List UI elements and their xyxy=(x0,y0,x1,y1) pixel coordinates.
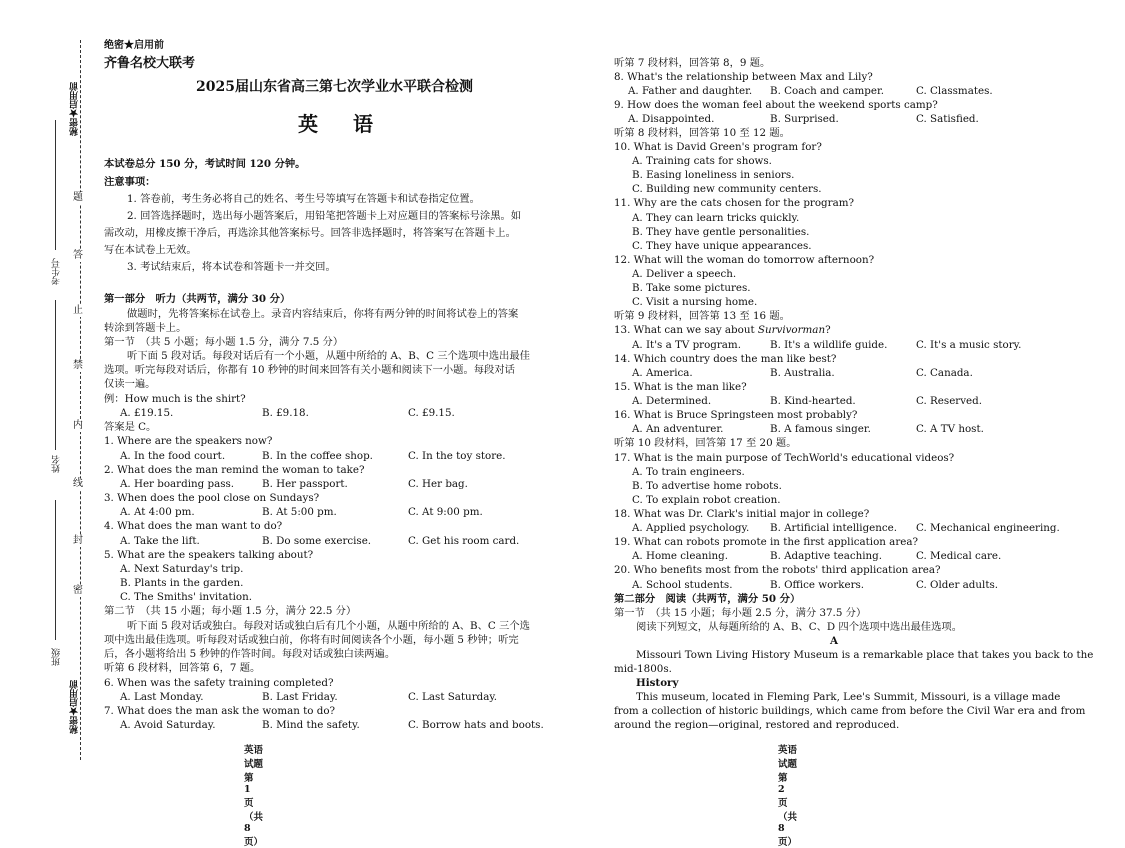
example-answer: 答案是 C。 xyxy=(104,421,157,433)
note-2: 2. 回答选择题时，选出每小题答案后，用铅笔把答题卡上对应题目的答案标号涂黑。如 xyxy=(127,210,522,222)
option-b: B. Last Friday. xyxy=(262,691,338,703)
question-text: 2. What does the man remind the woman to take? xyxy=(104,464,365,476)
option-c: C. The Smiths' invitation. xyxy=(120,591,253,603)
question-text: 20. Who benefits most from the robots' third application area? xyxy=(614,564,941,576)
seal-char: 内 xyxy=(73,420,83,431)
option-b: B. Mind the safety. xyxy=(262,719,360,731)
option-a: A. Last Monday. xyxy=(120,691,204,703)
note-1: 1. 答卷前，考生务必将自己的姓名、考生号等填写在答题卡和试卷指定位置。 xyxy=(127,193,480,205)
question-text: 10. What is David Green's program for? xyxy=(614,141,822,153)
question-text: 4. What does the man want to do? xyxy=(104,520,283,532)
option-c: C. Visit a nursing home. xyxy=(632,296,758,308)
option-a: A. To train engineers. xyxy=(632,466,745,478)
section2-title: 第二节 （共 15 小题；每小题 1.5 分，满分 22.5 分） xyxy=(104,605,357,617)
option-c: C. Mechanical engineering. xyxy=(916,522,1060,534)
label-class: 班级 xyxy=(52,648,62,666)
question-suffix: ? xyxy=(825,324,831,336)
option-a: A. Determined. xyxy=(632,395,712,407)
question-text xyxy=(614,323,831,337)
option-c: C. Classmates. xyxy=(916,85,993,97)
option-a: A. Her boarding pass. xyxy=(120,478,235,490)
page-footer: 英语试题 第 2 页（共 8 页） xyxy=(778,745,807,848)
field-line-name xyxy=(55,300,56,450)
part1-intro: 转涂到答题卡上。 xyxy=(104,322,187,334)
material-label: 听第 7 段材料，回答第 8，9 题。 xyxy=(614,57,771,69)
option-a: A. Take the lift. xyxy=(120,535,200,547)
seal-char: 题 xyxy=(73,192,83,203)
question-prefix: 13. What can we say about xyxy=(614,324,758,336)
option-a: A. Training cats for shows. xyxy=(632,155,772,167)
option-a: A. Father and daughter. xyxy=(628,85,753,97)
question-emphasis: Survivorman xyxy=(757,324,826,336)
subject-title: 英 语 xyxy=(298,112,387,136)
option-a: A. In the food court. xyxy=(120,450,226,462)
material-label: 听第 10 段材料，回答第 17 至 20 题。 xyxy=(614,437,797,449)
question-text: 6. When was the safety training completed? xyxy=(104,677,334,689)
question-text: 17. What is the main purpose of TechWorld's educational videos? xyxy=(614,452,955,464)
notes-total: 本试卷总分 150 分，考试时间 120 分钟。 xyxy=(104,158,306,170)
option-a: A. An adventurer. xyxy=(632,423,724,435)
binding-tag-bottom: 秘密★启用前 xyxy=(70,680,80,734)
section1-intro: 选项。听完每段对话后，你都有 10 秒钟的时间来回答有关小题和阅读下一小题。每段对话 xyxy=(104,364,515,376)
option-b: B. Office workers. xyxy=(770,579,865,591)
option-c: C. A TV host. xyxy=(916,423,984,435)
section2-intro: 听下面 5 段对话或独白。每段对话或独白后有几个小题，从题中所给的 A、B、C 三个选 xyxy=(127,620,530,632)
option-c: C. Canada. xyxy=(916,367,973,379)
question-text: 19. What can robots promote in the first application area? xyxy=(614,536,918,548)
field-line-class xyxy=(55,500,56,640)
option-b: B. Plants in the garden. xyxy=(120,577,244,589)
passage-label: A xyxy=(830,635,838,647)
option-c: C. Medical care. xyxy=(916,550,1002,562)
option-a: A. America. xyxy=(632,367,693,379)
option-c: C. At 9:00 pm. xyxy=(408,506,483,518)
section2-intro: 项中选出最佳选项。听每段对话或独白前，你将有时间阅读各个小题，每小题 5 秒钟；听完 xyxy=(104,634,519,646)
option-c: C. Older adults. xyxy=(916,579,999,591)
option-a: A. It's a TV program. xyxy=(632,339,741,351)
field-line-student-id xyxy=(55,120,56,250)
example-option-a: A. £19.15. xyxy=(120,407,174,419)
option-b: B. Her passport. xyxy=(262,478,348,490)
option-b: B. A famous singer. xyxy=(770,423,871,435)
option-a: A. Applied psychology. xyxy=(632,522,750,534)
seal-char: 线 xyxy=(73,478,83,489)
seal-char: 禁 xyxy=(73,360,83,371)
exam-title: 2025届山东省高三第七次学业水平联合检测 xyxy=(196,79,473,95)
option-c: C. Borrow hats and boots. xyxy=(408,719,544,731)
example-option-b: B. £9.18. xyxy=(262,407,309,419)
option-b: B. Surprised. xyxy=(770,113,839,125)
option-b: B. Do some exercise. xyxy=(262,535,372,547)
seal-char: 答 xyxy=(73,250,83,261)
option-a: A. Disappointed. xyxy=(628,113,715,125)
option-b: B. Adaptive teaching. xyxy=(770,550,883,562)
option-c: C. They have unique appearances. xyxy=(632,240,812,252)
passage-paragraph: mid-1800s. xyxy=(614,663,672,675)
question-text: 3. When does the pool close on Sundays? xyxy=(104,492,320,504)
passage-paragraph: Missouri Town Living History Museum is a remarkable place that takes you back to the xyxy=(636,649,1094,661)
seal-char: 止 xyxy=(73,305,83,316)
passage-paragraph: around the region—original, restored and reproduced. xyxy=(614,719,900,731)
reading-intro: 阅读下列短文，从每题所给的 A、B、C、D 四个选项中选出最佳选项。 xyxy=(636,621,962,633)
seal-char: 密 xyxy=(73,585,83,596)
option-a: A. Avoid Saturday. xyxy=(120,719,216,731)
option-b: B. To advertise home robots. xyxy=(632,480,782,492)
example-option-c: C. £9.15. xyxy=(408,407,455,419)
reading-section1-title: 第一节 （共 15 小题；每小题 2.5 分，满分 37.5 分） xyxy=(614,607,867,619)
notes-heading: 注意事项： xyxy=(104,176,156,188)
option-b: B. Australia. xyxy=(770,367,835,379)
option-c: C. To explain robot creation. xyxy=(632,494,781,506)
section2-intro: 后，各小题将给出 5 秒钟的作答时间。每段对话或独白读两遍。 xyxy=(104,648,396,660)
question-text: 8. What's the relationship between Max and Lily? xyxy=(614,71,873,83)
question-text: 9. How does the woman feel about the weekend sports camp? xyxy=(614,99,938,111)
question-text: 11. Why are the cats chosen for the program? xyxy=(614,197,854,209)
option-a: A. Next Saturday's trip. xyxy=(120,563,244,575)
option-b: B. In the coffee shop. xyxy=(262,450,373,462)
seal-line xyxy=(80,40,81,760)
section1-intro: 仅读一遍。 xyxy=(104,378,156,390)
secret-label: 绝密★启用前 xyxy=(104,40,164,51)
option-b: B. It's a wildlife guide. xyxy=(770,339,888,351)
option-b: B. Easing loneliness in seniors. xyxy=(632,169,795,181)
option-c: C. Reserved. xyxy=(916,395,982,407)
option-a: A. Deliver a speech. xyxy=(632,268,737,280)
binding-margin xyxy=(0,0,95,800)
option-a: A. At 4:00 pm. xyxy=(120,506,195,518)
option-b: B. Kind-hearted. xyxy=(770,395,856,407)
binding-tag-top: 秘密★启用前 xyxy=(70,82,80,136)
label-name: 姓名 xyxy=(52,455,62,473)
option-c: C. Get his room card. xyxy=(408,535,520,547)
option-a: A. Home cleaning. xyxy=(632,550,729,562)
question-text: 15. What is the man like? xyxy=(614,381,747,393)
page-footer: 英语试题 第 1 页（共 8 页） xyxy=(244,745,273,848)
option-b: B. At 5:00 pm. xyxy=(262,506,337,518)
label-student-id: 考生号 xyxy=(52,258,62,285)
section1-intro: 听下面 5 段对话。每段对话后有一个小题，从题中所给的 A、B、C 三个选项中选出最佳 xyxy=(127,350,530,362)
option-b: B. Artificial intelligence. xyxy=(770,522,898,534)
note-2-cont: 写在本试卷上无效。 xyxy=(104,244,197,256)
option-c: C. Her bag. xyxy=(408,478,468,490)
part2-title: 第二部分 阅读（共两节，满分 50 分） xyxy=(614,593,801,605)
question-text: 7. What does the man ask the woman to do? xyxy=(104,705,336,717)
material-label: 听第 6 段材料，回答第 6，7 题。 xyxy=(104,662,261,674)
passage-paragraph: from a collection of historic buildings, which came from before the Civil War era and from xyxy=(614,705,1086,717)
passage-heading: History xyxy=(636,677,679,689)
option-b: B. They have gentle personalities. xyxy=(632,226,810,238)
part1-title: 第一部分 听力（共两节，满分 30 分） xyxy=(104,293,291,305)
option-b: B. Take some pictures. xyxy=(632,282,751,294)
option-a: A. School students. xyxy=(632,579,733,591)
option-a: A. They can learn tricks quickly. xyxy=(632,212,800,224)
option-c: C. Building new community centers. xyxy=(632,183,822,195)
passage-paragraph: This museum, located in Fleming Park, Lee's Summit, Missouri, is a village made xyxy=(636,691,1061,703)
org-title: 齐鲁名校大联考 xyxy=(104,56,196,71)
section1-title: 第一节 （共 5 小题；每小题 1.5 分，满分 7.5 分） xyxy=(104,336,344,348)
question-text: 18. What was Dr. Clark's initial major in college? xyxy=(614,508,870,520)
option-c: C. Satisfied. xyxy=(916,113,979,125)
question-text: 14. Which country does the man like best? xyxy=(614,353,837,365)
note-2-cont: 需改动，用橡皮擦干净后，再选涂其他答案标号。回答非选择题时，将答案写在答题卡上。 xyxy=(104,227,516,239)
example-question: 例：How much is the shirt? xyxy=(104,393,246,405)
option-c: C. In the toy store. xyxy=(408,450,506,462)
seal-char: 封 xyxy=(73,535,83,546)
question-text: 5. What are the speakers talking about? xyxy=(104,549,314,561)
part1-intro: 做题时，先将答案标在试卷上。录音内容结束后，你将有两分钟的时间将试卷上的答案 xyxy=(127,308,519,320)
option-c: C. It's a music story. xyxy=(916,339,1022,351)
material-label: 听第 8 段材料，回答第 10 至 12 题。 xyxy=(614,127,790,139)
question-text: 1. Where are the speakers now? xyxy=(104,435,273,447)
material-label: 听第 9 段材料，回答第 13 至 16 题。 xyxy=(614,310,790,322)
option-b: B. Coach and camper. xyxy=(770,85,885,97)
option-c: C. Last Saturday. xyxy=(408,691,498,703)
question-text: 12. What will the woman do tomorrow afternoon? xyxy=(614,254,875,266)
note-3: 3. 考试结束后，将本试卷和答题卡一并交回。 xyxy=(127,261,336,273)
question-text: 16. What is Bruce Springsteen most probably? xyxy=(614,409,858,421)
